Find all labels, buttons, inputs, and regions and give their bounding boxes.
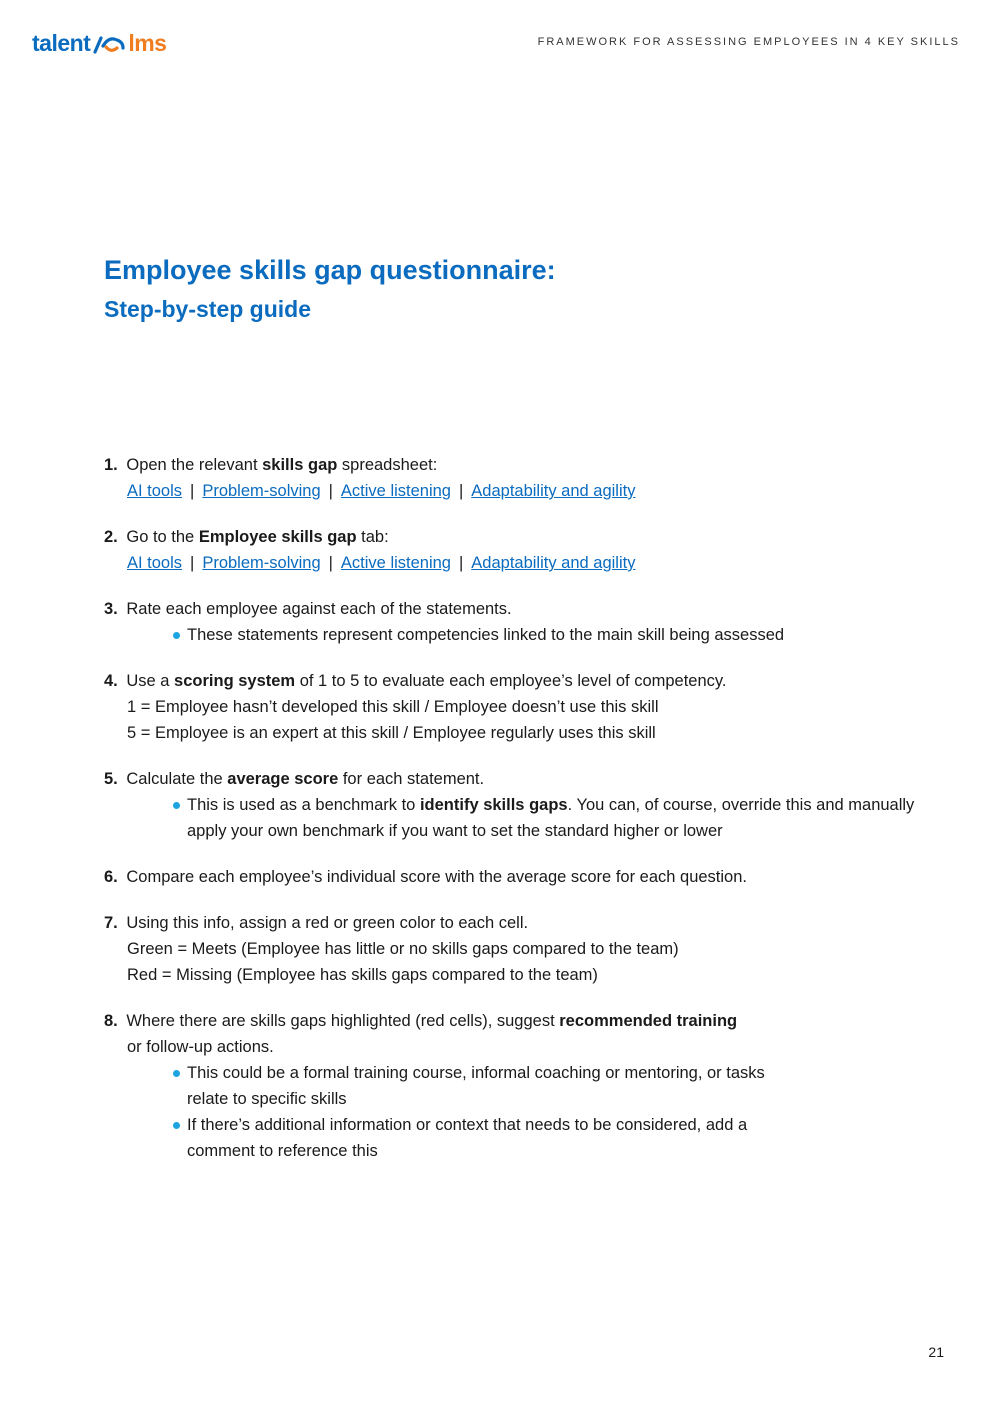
logo-text-lms: lms bbox=[128, 30, 167, 56]
link-separator: | bbox=[328, 554, 333, 572]
step-5-text bbox=[104, 766, 934, 792]
bullet-text: This is used as a benchmark to bbox=[187, 796, 420, 814]
color-definition-red: Red = Missing (Employee has skills gaps compared to the team) bbox=[127, 966, 598, 984]
link-separator: | bbox=[458, 482, 464, 500]
link-adaptability-agility[interactable]: Adaptability and agility bbox=[471, 554, 636, 572]
link-ai-tools[interactable]: AI tools bbox=[127, 554, 183, 572]
bullet-list bbox=[104, 1060, 934, 1164]
step-6-text bbox=[104, 864, 934, 890]
step-3-text bbox=[104, 596, 934, 622]
step-text: Open the relevant bbox=[126, 456, 263, 474]
step-6 bbox=[104, 864, 934, 890]
score-definition-5: 5 = Employee is an expert at this skill / Employee regularly uses this skill bbox=[127, 724, 656, 742]
link-separator: | bbox=[190, 554, 195, 572]
step-number: 1. bbox=[104, 456, 118, 474]
step-2 bbox=[104, 524, 934, 576]
bullet-item: This could be a formal training course, informal coaching or mentoring, or tasks relate to specific skills bbox=[172, 1060, 784, 1112]
steps-list bbox=[104, 452, 934, 1184]
step-1 bbox=[104, 452, 934, 504]
score-definition-1: 1 = Employee hasn’t developed this skill / Employee doesn’t use this skill bbox=[127, 698, 659, 716]
step-text: Calculate the bbox=[126, 770, 228, 788]
link-separator: | bbox=[458, 554, 464, 572]
page-subtitle: Step-by-step guide bbox=[104, 296, 312, 322]
spreadsheet-links bbox=[104, 478, 934, 504]
step-8 bbox=[104, 1008, 934, 1164]
step-text: Using this info, assign a red or green color to each cell. bbox=[126, 914, 529, 932]
step-text: of 1 to 5 to evaluate each employee’s level of competency. bbox=[295, 672, 727, 690]
step-7 bbox=[104, 910, 934, 988]
link-ai-tools[interactable]: AI tools bbox=[127, 482, 183, 500]
step-bold-text: scoring system bbox=[174, 672, 296, 690]
logo-text-talent: talent bbox=[32, 30, 91, 56]
step-text: for each statement. bbox=[338, 770, 485, 788]
document-header-title: FRAMEWORK FOR ASSESSING EMPLOYEES IN 4 KEY SKILLS bbox=[537, 36, 960, 48]
page-title: Employee skills gap questionnaire: bbox=[104, 255, 556, 285]
step-3 bbox=[104, 596, 934, 648]
step-number: 2. bbox=[104, 528, 118, 546]
link-active-listening[interactable]: Active listening bbox=[340, 554, 451, 572]
step-text: Where there are skills gaps highlighted (red cells), suggest bbox=[126, 1012, 560, 1030]
step-8-continuation: or follow-up actions. bbox=[127, 1038, 274, 1056]
step-8-text bbox=[104, 1008, 934, 1034]
step-bold-text: recommended training bbox=[559, 1012, 738, 1030]
step-number: 4. bbox=[104, 672, 118, 690]
step-number: 3. bbox=[104, 600, 118, 618]
step-text: tab: bbox=[356, 528, 389, 546]
link-active-listening[interactable]: Active listening bbox=[340, 482, 451, 500]
link-adaptability-agility[interactable]: Adaptability and agility bbox=[471, 482, 636, 500]
step-text: Go to the bbox=[126, 528, 199, 546]
step-text: spreadsheet: bbox=[337, 456, 438, 474]
step-text: Rate each employee against each of the statements. bbox=[126, 600, 512, 618]
bullet-item bbox=[172, 792, 934, 844]
bullet-list bbox=[104, 792, 934, 844]
bullet-item: If there’s additional information or context that needs to be considered, add a comment to reference this bbox=[172, 1112, 784, 1164]
step-number: 5. bbox=[104, 770, 118, 788]
step-5 bbox=[104, 766, 934, 844]
link-separator: | bbox=[190, 482, 195, 500]
step-2-text bbox=[104, 524, 934, 550]
step-4 bbox=[104, 668, 934, 746]
link-problem-solving[interactable]: Problem-solving bbox=[202, 482, 321, 500]
step-number: 8. bbox=[104, 1012, 118, 1030]
step-text: Compare each employee’s individual score with the average score for each question. bbox=[126, 868, 747, 886]
link-separator: | bbox=[328, 482, 333, 500]
step-bold-text: Employee skills gap bbox=[198, 528, 357, 546]
step-text: Use a bbox=[126, 672, 175, 690]
color-definition-green: Green = Meets (Employee has little or no skills gaps compared to the team) bbox=[127, 940, 679, 958]
tab-links bbox=[104, 550, 934, 576]
step-7-text bbox=[104, 910, 934, 936]
step-number: 6. bbox=[104, 868, 118, 886]
step-4-text bbox=[104, 668, 934, 694]
step-number: 7. bbox=[104, 914, 118, 932]
cloud-icon bbox=[91, 34, 127, 54]
talentlms-logo bbox=[32, 30, 166, 57]
bullet-list bbox=[104, 622, 934, 648]
bullet-text: . You can, of course, override this and manually apply your own benchmark if you want to set the standard higher or lower bbox=[187, 796, 915, 840]
bullet-bold-text: identify skills gaps bbox=[419, 796, 568, 814]
bullet-item: These statements represent competencies linked to the main skill being assessed bbox=[172, 622, 934, 648]
step-1-text bbox=[104, 452, 934, 478]
page-number: 21 bbox=[928, 1344, 944, 1360]
link-problem-solving[interactable]: Problem-solving bbox=[202, 554, 321, 572]
step-bold-text: average score bbox=[227, 770, 339, 788]
step-bold-text: skills gap bbox=[262, 456, 338, 474]
